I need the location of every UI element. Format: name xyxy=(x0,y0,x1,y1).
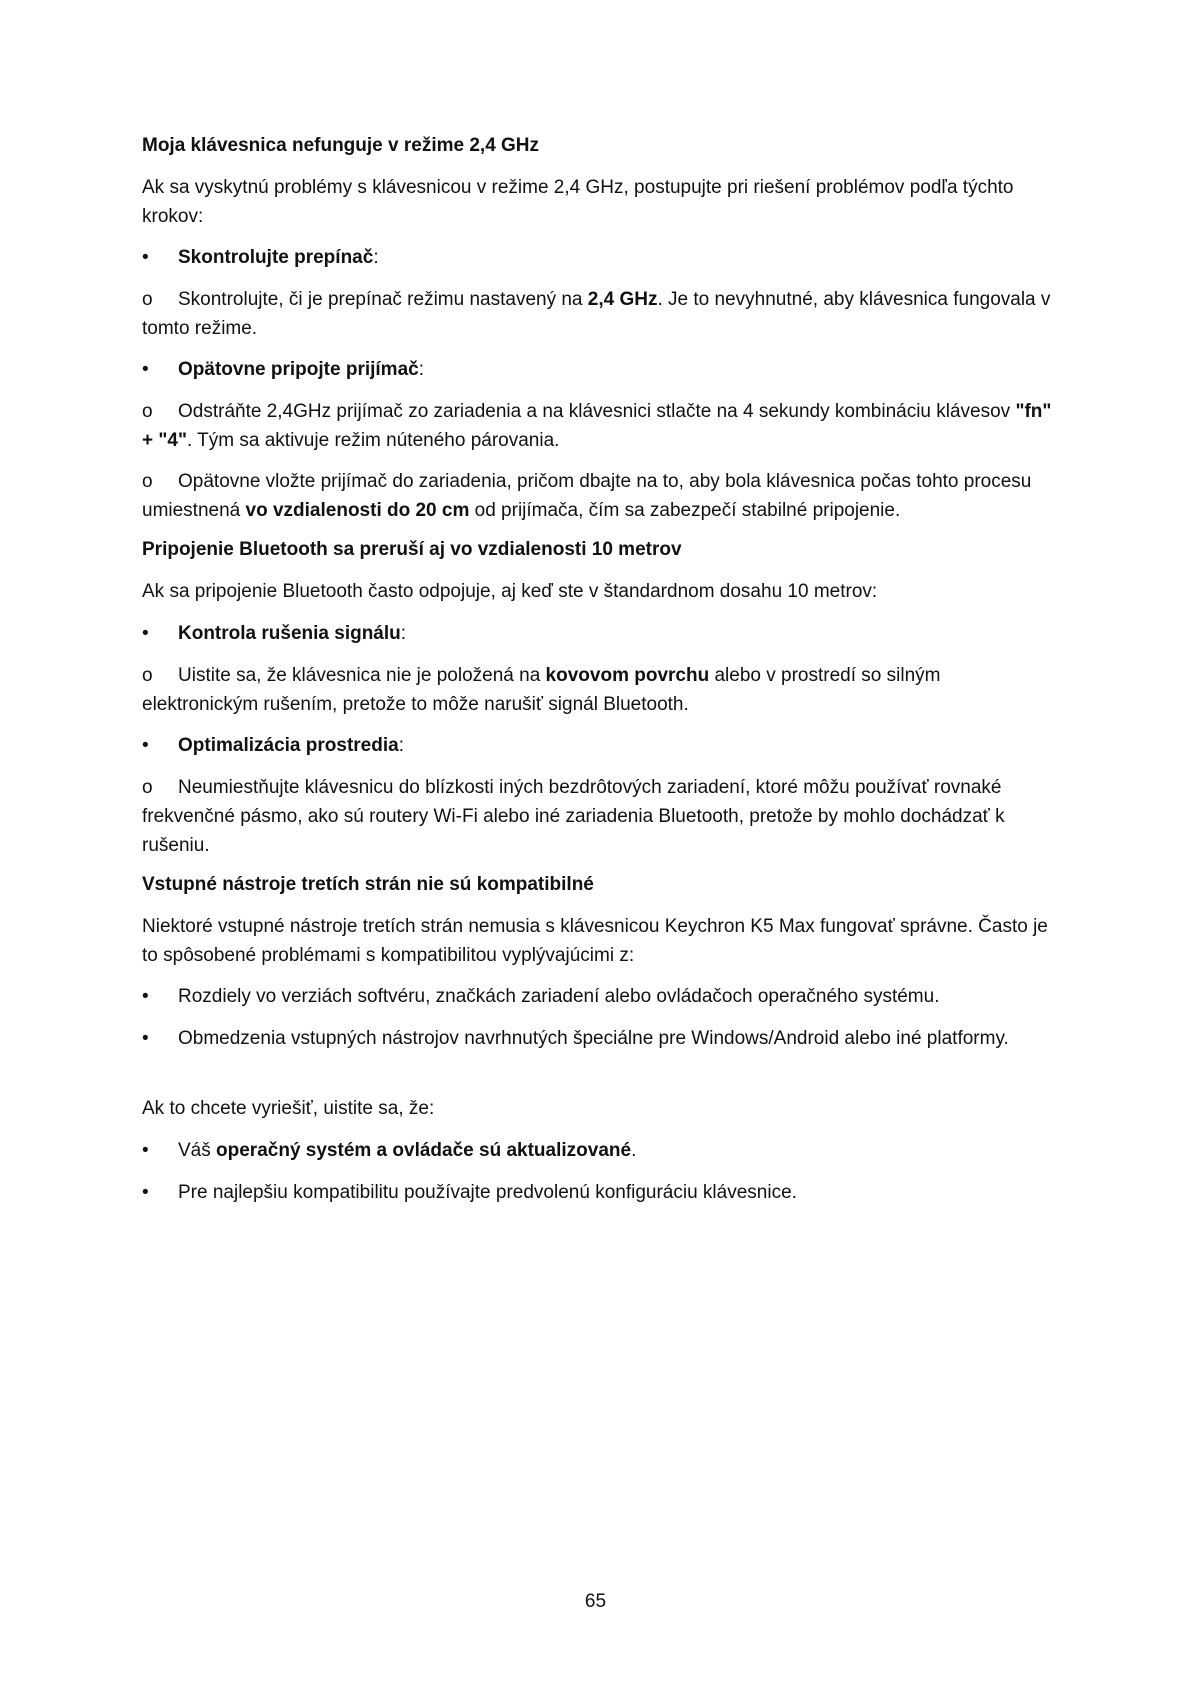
bullet-text: Rozdiely vo verziách softvéru, značkách zariadení alebo ovládačoch operačného systému. xyxy=(178,986,940,1007)
bullet-item xyxy=(142,619,1088,648)
circle-marker: o xyxy=(142,777,153,798)
bullet-item xyxy=(142,355,1088,384)
bullet-bold-text: Opätovne pripojte prijímač xyxy=(178,359,419,380)
bullet-item xyxy=(142,731,1088,760)
sub-item xyxy=(142,467,1052,525)
bullet-item xyxy=(142,243,1088,272)
bullet-marker: • xyxy=(142,1140,149,1161)
bullet-tail: : xyxy=(398,735,404,756)
intro-paragraph: Ak sa pripojenie Bluetooth často odpojuje, aj keď ste v štandardnom dosahu 10 metrov: xyxy=(142,581,878,602)
sub-item-text: Skontrolujte, či je prepínač režimu nastavený na xyxy=(178,289,588,310)
bullet-tail: : xyxy=(373,247,379,268)
intro-paragraph: Ak sa vyskytnú problémy s klávesnicou v režime 2,4 GHz, postupujte pri riešení problémov podľa týchto krokov: xyxy=(142,177,1014,227)
page-number: 65 xyxy=(584,1591,607,1612)
bullet-tail: . xyxy=(631,1140,637,1161)
sub-item-text: . Tým sa aktivuje režim núteného párovania. xyxy=(186,430,560,451)
bullet-marker: • xyxy=(142,247,149,268)
sub-item-text: . Je to nevyhnutné, aby klávesnica fungovala v tomto režime. xyxy=(142,289,1051,339)
bullet-text: Obmedzenia vstupných nástrojov navrhnutých špeciálne pre Windows/Android alebo iné platformy. xyxy=(178,1028,1009,1049)
sub-item-bold: 2,4 GHz xyxy=(587,289,658,310)
sub-item xyxy=(142,773,1052,860)
bullet-text: Váš xyxy=(178,1140,217,1161)
bullet-bold-text: Optimalizácia prostredia xyxy=(178,735,399,756)
sub-item-bold: kovovom povrchu xyxy=(545,665,710,686)
bullet-bold-text: Skontrolujte prepínač xyxy=(178,247,374,268)
intro-paragraph: Niektoré vstupné nástroje tretích strán nemusia s klávesnicou Keychron K5 Max fungovať správne. Často je to spôsobené problémami s kompatibilitou vyplývajúcimi z: xyxy=(142,916,1048,966)
sub-item-text: Odstráňte 2,4GHz prijímač zo zariadenia a na klávesnici stlačte na 4 sekundy kombináciu klávesov xyxy=(178,401,1016,422)
sub-item xyxy=(142,397,1052,455)
sub-item-bold: vo vzdialenosti do 20 cm xyxy=(245,500,470,521)
circle-marker: o xyxy=(142,471,153,492)
heading-bluetooth: Pripojenie Bluetooth sa preruší aj vo vzdialenosti 10 metrov xyxy=(142,539,682,560)
bullet-marker: • xyxy=(142,986,149,1007)
circle-marker: o xyxy=(142,665,153,686)
bullet-text: Pre najlepšiu kompatibilitu používajte predvolenú konfiguráciu klávesnice. xyxy=(178,1182,797,1203)
bullet-tail: : xyxy=(418,359,424,380)
sub-item xyxy=(142,285,1052,343)
bullet-marker: • xyxy=(142,1182,149,1203)
bullet-item xyxy=(142,1136,1088,1165)
sub-item-text: Opätovne vložte prijímač do zariadenia, pričom dbajte na to, aby bola klávesnica počas tohto procesu umiestnená xyxy=(142,471,1032,521)
bullet-item-wrapped xyxy=(142,1024,1052,1053)
circle-marker: o xyxy=(142,401,153,422)
bullet-marker: • xyxy=(142,1028,149,1049)
circle-marker: o xyxy=(142,289,153,310)
sub-item-bold: "fn" + "4" xyxy=(142,401,1052,451)
bullet-item xyxy=(142,982,1088,1011)
sub-item-text: Uistite sa, že klávesnica nie je položená na xyxy=(178,665,546,686)
sub-item xyxy=(142,661,1052,719)
bullet-bold-text: operačný systém a ovládače sú aktualizované xyxy=(216,1140,632,1161)
heading-2-4ghz: Moja klávesnica nefunguje v režime 2,4 GHz xyxy=(142,135,540,156)
sub-item-text: od prijímača, čím sa zabezpečí stabilné pripojenie. xyxy=(469,500,901,521)
bullet-tail: : xyxy=(400,623,407,644)
bullet-marker: • xyxy=(142,623,149,644)
intro-paragraph-2: Ak to chcete vyriešiť, uistite sa, že: xyxy=(142,1098,435,1119)
bullet-marker: • xyxy=(142,359,149,380)
sub-item-text: alebo v prostredí so silným elektronickým rušením, pretože to môže narušiť signál Bluetooth. xyxy=(142,665,941,715)
bullet-bold-text: Kontrola rušenia signálu xyxy=(178,623,401,644)
heading-input-tools: Vstupné nástroje tretích strán nie sú kompatibilné xyxy=(142,874,594,895)
sub-item-text: Neumiestňujte klávesnicu do blízkosti iných bezdrôtových zariadení, ktoré môžu používať rovnaké frekvenčné pásmo, ako sú routery Wi-Fi alebo iné zariadenia Bluetooth, pretože by mohlo dochádzať k rušeniu. xyxy=(142,777,1005,856)
bullet-marker: • xyxy=(142,735,149,756)
bullet-item xyxy=(142,1178,1088,1207)
